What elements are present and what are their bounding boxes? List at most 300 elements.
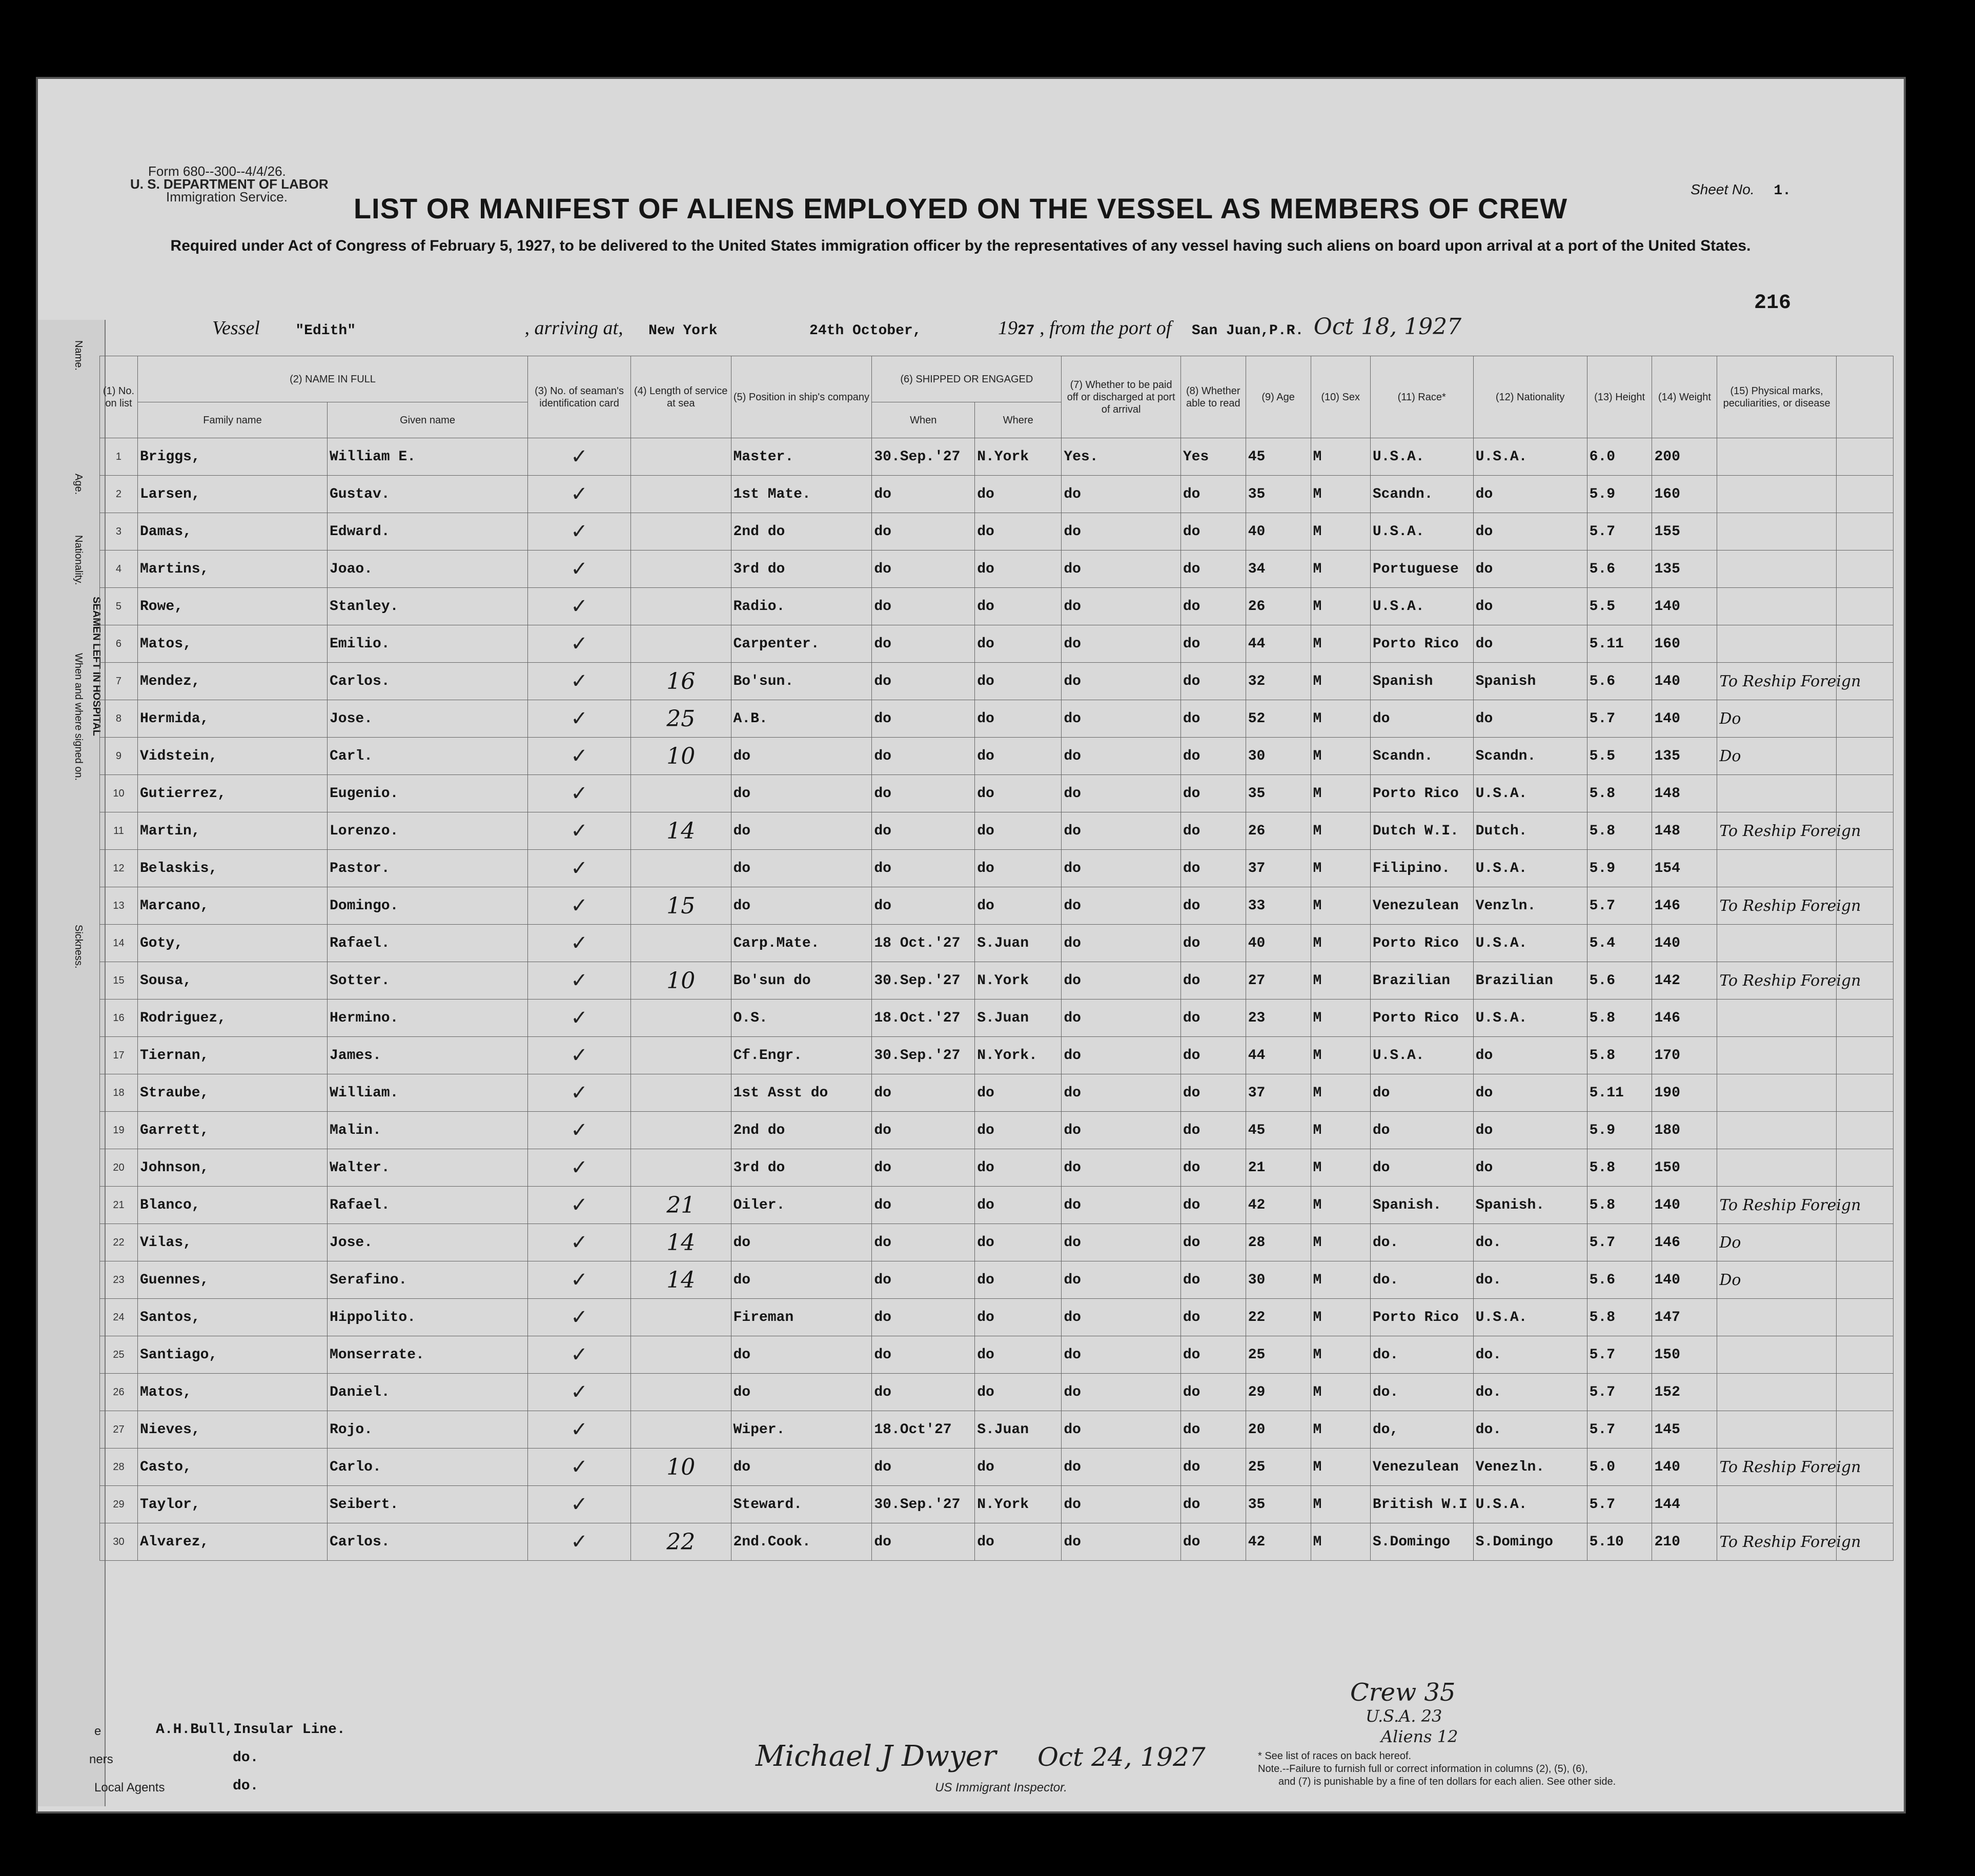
check-mark-icon: ✓ bbox=[571, 782, 588, 805]
cell-where: do bbox=[975, 1523, 1062, 1561]
cell-when: do bbox=[872, 1374, 975, 1411]
cell-age: 45 bbox=[1246, 1112, 1311, 1149]
cell-height: 5.6 bbox=[1587, 962, 1652, 1000]
cell-where: do bbox=[975, 700, 1062, 738]
cell-height: 5.9 bbox=[1587, 1112, 1652, 1149]
cell-sex: M bbox=[1311, 962, 1370, 1000]
cell-read: do bbox=[1180, 1411, 1246, 1449]
cell-height: 5.10 bbox=[1587, 1523, 1652, 1561]
cell-position: do bbox=[731, 887, 872, 925]
cell-weight: 200 bbox=[1652, 438, 1717, 476]
cell-read: do bbox=[1180, 1074, 1246, 1112]
cell-when: 18 Oct.'27 bbox=[872, 925, 975, 962]
check-mark-icon: ✓ bbox=[571, 445, 588, 468]
cell-no: 19 bbox=[100, 1112, 138, 1149]
cell-height: 5.6 bbox=[1587, 663, 1652, 700]
cell-where: do bbox=[975, 1299, 1062, 1336]
cell-age: 21 bbox=[1246, 1149, 1311, 1187]
cell-marks: Do bbox=[1717, 1261, 1837, 1299]
cell-family: Matos, bbox=[137, 625, 327, 663]
cell-height: 5.7 bbox=[1587, 513, 1652, 550]
cell-family: Alvarez, bbox=[137, 1523, 327, 1561]
cell-race: Portuguese bbox=[1370, 550, 1473, 588]
cell-blank bbox=[1836, 925, 1893, 962]
check-mark-icon: ✓ bbox=[571, 1380, 588, 1404]
cell-no: 22 bbox=[100, 1224, 138, 1261]
check-mark-icon: ✓ bbox=[571, 1455, 588, 1479]
cell-position: Bo'sun. bbox=[731, 663, 872, 700]
cell-service: 21 bbox=[630, 1187, 731, 1224]
service: Immigration Service. bbox=[166, 189, 288, 205]
cell-weight: 146 bbox=[1652, 1000, 1717, 1037]
cell-sex: M bbox=[1311, 1523, 1370, 1561]
cell-position: do bbox=[731, 738, 872, 775]
cell-weight: 148 bbox=[1652, 775, 1717, 812]
cell-paid: do bbox=[1062, 1224, 1181, 1261]
cell-weight: 142 bbox=[1652, 962, 1717, 1000]
cell-paid: do bbox=[1062, 476, 1181, 513]
cell-card bbox=[528, 1112, 631, 1149]
cell-height: 5.7 bbox=[1587, 1486, 1652, 1523]
cell-given: William. bbox=[327, 1074, 527, 1112]
cell-when: do bbox=[872, 1224, 975, 1261]
cell-family: Sousa, bbox=[137, 962, 327, 1000]
cell-when: do bbox=[872, 476, 975, 513]
cell-given: William E. bbox=[327, 438, 527, 476]
cell-where: do bbox=[975, 1374, 1062, 1411]
cell-when: do bbox=[872, 1336, 975, 1374]
table-row bbox=[100, 588, 1893, 625]
cell-given: Rafael. bbox=[327, 1187, 527, 1224]
cell-service: 10 bbox=[630, 1449, 731, 1486]
check-mark-icon: ✓ bbox=[571, 1306, 588, 1329]
cell-read: do bbox=[1180, 476, 1246, 513]
cell-age: 30 bbox=[1246, 1261, 1311, 1299]
cell-sex: M bbox=[1311, 1149, 1370, 1187]
cell-race: do, bbox=[1370, 1411, 1473, 1449]
cell-when: do bbox=[872, 1112, 975, 1149]
cell-paid: do bbox=[1062, 588, 1181, 625]
cell-card bbox=[528, 775, 631, 812]
arrival-date: 24th October, bbox=[809, 323, 922, 339]
cell-where: do bbox=[975, 588, 1062, 625]
cell-family: Larsen, bbox=[137, 476, 327, 513]
cell-family: Casto, bbox=[137, 1449, 327, 1486]
cell-no: 21 bbox=[100, 1187, 138, 1224]
cell-no: 28 bbox=[100, 1449, 138, 1486]
cell-nationality: do bbox=[1473, 1149, 1587, 1187]
cell-position: Bo'sun do bbox=[731, 962, 872, 1000]
cell-nationality: Spanish. bbox=[1473, 1187, 1587, 1224]
cell-age: 22 bbox=[1246, 1299, 1311, 1336]
cell-blank bbox=[1836, 850, 1893, 887]
cell-nationality: Brazilian bbox=[1473, 962, 1587, 1000]
cell-given: Carlos. bbox=[327, 663, 527, 700]
cell-blank bbox=[1836, 588, 1893, 625]
cell-race: Porto Rico bbox=[1370, 625, 1473, 663]
cell-height: 5.9 bbox=[1587, 850, 1652, 887]
cell-service bbox=[630, 476, 731, 513]
cell-blank bbox=[1836, 550, 1893, 588]
cell-position: Cf.Engr. bbox=[731, 1037, 872, 1074]
cell-sex: M bbox=[1311, 925, 1370, 962]
table-row bbox=[100, 550, 1893, 588]
col-name: (2) NAME IN FULL bbox=[137, 356, 527, 402]
cell-position: 3rd do bbox=[731, 550, 872, 588]
cell-service bbox=[630, 775, 731, 812]
cell-nationality: U.S.A. bbox=[1473, 775, 1587, 812]
cell-card bbox=[528, 513, 631, 550]
cell-nationality: do. bbox=[1473, 1261, 1587, 1299]
cell-when: 30.Sep.'27 bbox=[872, 1037, 975, 1074]
side-label-nationality: Nationality. bbox=[73, 535, 84, 585]
cell-marks bbox=[1717, 1112, 1837, 1149]
cell-race: Brazilian bbox=[1370, 962, 1473, 1000]
cell-card bbox=[528, 625, 631, 663]
table-row bbox=[100, 738, 1893, 775]
cell-when: do bbox=[872, 1523, 975, 1561]
cell-paid: Yes. bbox=[1062, 438, 1181, 476]
cell-sex: M bbox=[1311, 1411, 1370, 1449]
cell-when: do bbox=[872, 1261, 975, 1299]
cell-race: do bbox=[1370, 700, 1473, 738]
cell-blank bbox=[1836, 513, 1893, 550]
inspector-signature: Michael J Dwyer bbox=[756, 1740, 996, 1773]
cell-age: 40 bbox=[1246, 513, 1311, 550]
cell-read: do bbox=[1180, 625, 1246, 663]
cell-given: James. bbox=[327, 1037, 527, 1074]
cell-sex: M bbox=[1311, 513, 1370, 550]
cell-service bbox=[630, 1336, 731, 1374]
table-row bbox=[100, 476, 1893, 513]
cell-age: 25 bbox=[1246, 1336, 1311, 1374]
cell-no: 8 bbox=[100, 700, 138, 738]
cell-race: do bbox=[1370, 1112, 1473, 1149]
cell-family: Santiago, bbox=[137, 1336, 327, 1374]
check-mark-icon: ✓ bbox=[571, 1268, 588, 1292]
cell-weight: 160 bbox=[1652, 476, 1717, 513]
arriving-port: New York bbox=[648, 323, 718, 339]
cell-read: do bbox=[1180, 962, 1246, 1000]
table-row bbox=[100, 1374, 1893, 1411]
cell-position: Carp.Mate. bbox=[731, 925, 872, 962]
cell-nationality: Venezln. bbox=[1473, 1449, 1587, 1486]
cell-weight: 160 bbox=[1652, 625, 1717, 663]
cell-given: Seibert. bbox=[327, 1486, 527, 1523]
cell-card bbox=[528, 1074, 631, 1112]
cell-card bbox=[528, 1187, 631, 1224]
cell-weight: 140 bbox=[1652, 588, 1717, 625]
cell-marks bbox=[1717, 1299, 1837, 1336]
cell-family: Tiernan, bbox=[137, 1037, 327, 1074]
owner-value: A.H.Bull,Insular Line. bbox=[156, 1722, 345, 1738]
table-row bbox=[100, 438, 1893, 476]
form-number: Form 680--300--4/4/26. bbox=[148, 164, 286, 179]
cell-sex: M bbox=[1311, 1299, 1370, 1336]
cell-age: 23 bbox=[1246, 1000, 1311, 1037]
cell-marks: To Reship Foreign bbox=[1717, 962, 1837, 1000]
cell-service: 14 bbox=[630, 812, 731, 850]
cell-when: do bbox=[872, 738, 975, 775]
table-row bbox=[100, 812, 1893, 850]
owners-value: do. bbox=[233, 1750, 259, 1766]
cell-position: do bbox=[731, 775, 872, 812]
cell-race: Porto Rico bbox=[1370, 775, 1473, 812]
cell-when: do bbox=[872, 588, 975, 625]
cell-age: 52 bbox=[1246, 700, 1311, 738]
check-mark-icon: ✓ bbox=[571, 669, 588, 693]
col-marks: (15) Physical marks, peculiarities, or disease bbox=[1717, 356, 1837, 438]
cell-position: Oiler. bbox=[731, 1187, 872, 1224]
cell-given: Serafino. bbox=[327, 1261, 527, 1299]
check-mark-icon: ✓ bbox=[571, 1418, 588, 1441]
cell-age: 26 bbox=[1246, 812, 1311, 850]
cell-blank bbox=[1836, 738, 1893, 775]
cell-position: do bbox=[731, 850, 872, 887]
cell-card bbox=[528, 700, 631, 738]
cell-blank bbox=[1836, 700, 1893, 738]
cell-when: do bbox=[872, 775, 975, 812]
cell-blank bbox=[1836, 1261, 1893, 1299]
cell-position: do bbox=[731, 1449, 872, 1486]
cell-read: do bbox=[1180, 1449, 1246, 1486]
cell-card bbox=[528, 550, 631, 588]
cell-marks bbox=[1717, 775, 1837, 812]
cell-no: 16 bbox=[100, 1000, 138, 1037]
vessel-name: "Edith" bbox=[295, 323, 356, 339]
cell-weight: 150 bbox=[1652, 1149, 1717, 1187]
cell-weight: 145 bbox=[1652, 1411, 1717, 1449]
cell-family: Garrett, bbox=[137, 1112, 327, 1149]
check-mark-icon: ✓ bbox=[571, 632, 588, 656]
cell-where: do bbox=[975, 1224, 1062, 1261]
cell-height: 6.0 bbox=[1587, 438, 1652, 476]
cell-weight: 190 bbox=[1652, 1074, 1717, 1112]
cell-weight: 180 bbox=[1652, 1112, 1717, 1149]
cell-read: do bbox=[1180, 775, 1246, 812]
cell-service bbox=[630, 625, 731, 663]
arriving-label: , arriving at, bbox=[524, 317, 623, 339]
cell-age: 34 bbox=[1246, 550, 1311, 588]
cell-age: 42 bbox=[1246, 1187, 1311, 1224]
cell-nationality: U.S.A. bbox=[1473, 1000, 1587, 1037]
cell-nationality: U.S.A. bbox=[1473, 1486, 1587, 1523]
cell-when: do bbox=[872, 1449, 975, 1486]
cell-nationality: do bbox=[1473, 1037, 1587, 1074]
check-mark-icon: ✓ bbox=[571, 744, 588, 768]
cell-sex: M bbox=[1311, 850, 1370, 887]
races-note: * See list of races on back hereof. bbox=[1258, 1750, 1412, 1762]
cell-given: Pastor. bbox=[327, 850, 527, 887]
cell-service bbox=[630, 925, 731, 962]
cell-race: do bbox=[1370, 1074, 1473, 1112]
cell-card bbox=[528, 1299, 631, 1336]
cell-when: do bbox=[872, 513, 975, 550]
cell-when: do bbox=[872, 700, 975, 738]
cell-nationality: do bbox=[1473, 588, 1587, 625]
cell-nationality: do. bbox=[1473, 1411, 1587, 1449]
cell-position: 1st Mate. bbox=[731, 476, 872, 513]
check-mark-icon: ✓ bbox=[571, 1193, 588, 1217]
cell-service: 14 bbox=[630, 1261, 731, 1299]
cell-service bbox=[630, 1374, 731, 1411]
cell-position: Steward. bbox=[731, 1486, 872, 1523]
cell-read: do bbox=[1180, 513, 1246, 550]
cell-height: 5.11 bbox=[1587, 1074, 1652, 1112]
cell-sex: M bbox=[1311, 476, 1370, 513]
cell-blank bbox=[1836, 1000, 1893, 1037]
cell-card bbox=[528, 812, 631, 850]
cell-no: 3 bbox=[100, 513, 138, 550]
cell-where: do bbox=[975, 1336, 1062, 1374]
cell-given: Hippolito. bbox=[327, 1299, 527, 1336]
cell-no: 23 bbox=[100, 1261, 138, 1299]
cell-when: do bbox=[872, 550, 975, 588]
cell-blank bbox=[1836, 1224, 1893, 1261]
cell-given: Stanley. bbox=[327, 588, 527, 625]
cell-read: do bbox=[1180, 1261, 1246, 1299]
cell-card bbox=[528, 438, 631, 476]
cell-position: 2nd do bbox=[731, 1112, 872, 1149]
cell-sex: M bbox=[1311, 1261, 1370, 1299]
cell-blank bbox=[1836, 476, 1893, 513]
cell-paid: do bbox=[1062, 1112, 1181, 1149]
cell-where: do bbox=[975, 513, 1062, 550]
cell-family: Rowe, bbox=[137, 588, 327, 625]
cell-given: Eugenio. bbox=[327, 775, 527, 812]
cell-given: Jose. bbox=[327, 1224, 527, 1261]
cell-given: Daniel. bbox=[327, 1374, 527, 1411]
cell-when: do bbox=[872, 1149, 975, 1187]
cell-nationality: do bbox=[1473, 1074, 1587, 1112]
crew-usa-note: U.S.A. 23 bbox=[1366, 1706, 1442, 1726]
cell-paid: do bbox=[1062, 1411, 1181, 1449]
cell-paid: do bbox=[1062, 1374, 1181, 1411]
check-mark-icon: ✓ bbox=[571, 1081, 588, 1105]
cell-marks bbox=[1717, 550, 1837, 588]
cell-nationality: do. bbox=[1473, 1336, 1587, 1374]
cell-read: do bbox=[1180, 1112, 1246, 1149]
cell-weight: 144 bbox=[1652, 1486, 1717, 1523]
cell-given: Carlos. bbox=[327, 1523, 527, 1561]
cell-race: do. bbox=[1370, 1336, 1473, 1374]
cell-sex: M bbox=[1311, 1449, 1370, 1486]
col-given-name: Given name bbox=[327, 402, 527, 438]
cell-service bbox=[630, 550, 731, 588]
cell-height: 5.8 bbox=[1587, 1149, 1652, 1187]
cell-given: Carlo. bbox=[327, 1449, 527, 1486]
cell-sex: M bbox=[1311, 1486, 1370, 1523]
table-row bbox=[100, 1187, 1893, 1224]
cell-family: Blanco, bbox=[137, 1187, 327, 1224]
cell-height: 5.7 bbox=[1587, 1336, 1652, 1374]
cell-given: Lorenzo. bbox=[327, 812, 527, 850]
cell-weight: 210 bbox=[1652, 1523, 1717, 1561]
cell-card bbox=[528, 663, 631, 700]
cell-no: 6 bbox=[100, 625, 138, 663]
table-row bbox=[100, 775, 1893, 812]
cell-age: 35 bbox=[1246, 775, 1311, 812]
cell-age: 33 bbox=[1246, 887, 1311, 925]
cell-given: Emilio. bbox=[327, 625, 527, 663]
cell-age: 28 bbox=[1246, 1224, 1311, 1261]
table-row bbox=[100, 1224, 1893, 1261]
cell-no: 26 bbox=[100, 1374, 138, 1411]
cell-family: Martin, bbox=[137, 812, 327, 850]
cell-nationality: Spanish bbox=[1473, 663, 1587, 700]
cell-height: 5.4 bbox=[1587, 925, 1652, 962]
cell-nationality: U.S.A. bbox=[1473, 438, 1587, 476]
cell-no: 17 bbox=[100, 1037, 138, 1074]
cell-paid: do bbox=[1062, 1449, 1181, 1486]
handwritten-date: Oct 18, 1927 bbox=[1313, 314, 1462, 340]
cell-nationality: Dutch. bbox=[1473, 812, 1587, 850]
cell-sex: M bbox=[1311, 625, 1370, 663]
cell-when: 30.Sep.'27 bbox=[872, 438, 975, 476]
cell-race: Scandn. bbox=[1370, 476, 1473, 513]
cell-where: do bbox=[975, 812, 1062, 850]
cell-sex: M bbox=[1311, 812, 1370, 850]
col-where: Where bbox=[975, 402, 1062, 438]
cell-nationality: do bbox=[1473, 476, 1587, 513]
cell-family: Briggs, bbox=[137, 438, 327, 476]
cell-height: 5.8 bbox=[1587, 1299, 1652, 1336]
cell-sex: M bbox=[1311, 1224, 1370, 1261]
cell-marks bbox=[1717, 1486, 1837, 1523]
col-position: (5) Position in ship's company bbox=[731, 356, 872, 438]
cell-where: do bbox=[975, 738, 1062, 775]
cell-given: Rafael. bbox=[327, 925, 527, 962]
cell-paid: do bbox=[1062, 962, 1181, 1000]
cell-family: Taylor, bbox=[137, 1486, 327, 1523]
page-title: LIST OR MANIFEST OF ALIENS EMPLOYED ON THE VESSEL AS MEMBERS OF CREW bbox=[353, 192, 1568, 225]
cell-race: do. bbox=[1370, 1261, 1473, 1299]
cell-where: do bbox=[975, 625, 1062, 663]
check-mark-icon: ✓ bbox=[571, 857, 588, 880]
cell-where: S.Juan bbox=[975, 1000, 1062, 1037]
table-row bbox=[100, 1149, 1893, 1187]
cell-race: Dutch W.I. bbox=[1370, 812, 1473, 850]
manifest-sheet bbox=[36, 77, 1906, 1813]
cell-read: do bbox=[1180, 1037, 1246, 1074]
cell-family: Guennes, bbox=[137, 1261, 327, 1299]
table-row bbox=[100, 1261, 1893, 1299]
cell-read: do bbox=[1180, 550, 1246, 588]
table-row bbox=[100, 850, 1893, 887]
cell-read: do bbox=[1180, 1374, 1246, 1411]
cell-sex: M bbox=[1311, 1336, 1370, 1374]
cell-no: 1 bbox=[100, 438, 138, 476]
table-row bbox=[100, 925, 1893, 962]
cell-when: do bbox=[872, 1187, 975, 1224]
cell-race: Spanish bbox=[1370, 663, 1473, 700]
crew-count-note: Crew 35 bbox=[1350, 1678, 1456, 1707]
cell-read: do bbox=[1180, 887, 1246, 925]
cell-given: Edward. bbox=[327, 513, 527, 550]
cell-card bbox=[528, 1149, 631, 1187]
cell-family: Martins, bbox=[137, 550, 327, 588]
cell-position: 3rd do bbox=[731, 1149, 872, 1187]
cell-height: 5.5 bbox=[1587, 738, 1652, 775]
cell-read: do bbox=[1180, 1149, 1246, 1187]
cell-position: do bbox=[731, 1374, 872, 1411]
cell-family: Rodriguez, bbox=[137, 1000, 327, 1037]
cell-no: 14 bbox=[100, 925, 138, 962]
cell-sex: M bbox=[1311, 1000, 1370, 1037]
cell-blank bbox=[1836, 1486, 1893, 1523]
cell-given: Monserrate. bbox=[327, 1336, 527, 1374]
cell-weight: 135 bbox=[1652, 550, 1717, 588]
